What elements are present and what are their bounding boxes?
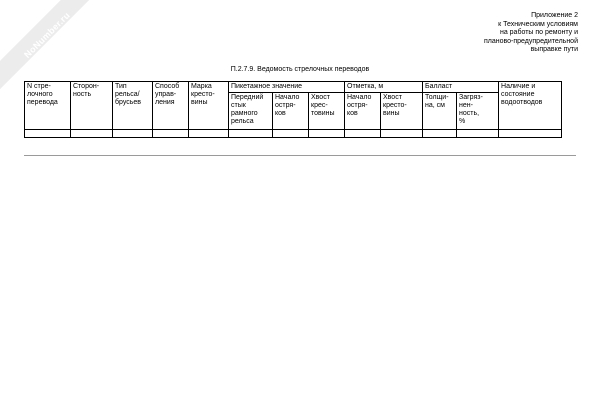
- switches-table: [24, 81, 562, 138]
- header-ballast-thickness: Толщи- на, см: [423, 93, 457, 130]
- table-cell: [25, 130, 71, 138]
- table-cell: [229, 130, 273, 138]
- header-side: Сторон- ность: [71, 82, 113, 130]
- table-cell: [423, 130, 457, 138]
- appendix-line: на работы по ремонту и: [499, 29, 578, 36]
- table-cell: [345, 130, 381, 138]
- header-picket-start: Начало остря- ков: [273, 93, 309, 130]
- table-cell: [153, 130, 189, 138]
- appendix-line: Приложение 2: [531, 12, 578, 19]
- table-row: [25, 130, 562, 138]
- header-mark-start: Начало остря- ков: [345, 93, 381, 130]
- table-cell: [189, 130, 229, 138]
- table-cell: [381, 130, 423, 138]
- header-rail-type: Тип рельса/ брусьев: [113, 82, 153, 130]
- header-switch-number: N стре- лочного перевода: [25, 82, 71, 130]
- header-frog-brand: Марка кресто- вины: [189, 82, 229, 130]
- header-group-picket: Пикетажное значение: [229, 82, 345, 93]
- watermark-text: NoNumber.ru: [22, 10, 72, 60]
- appendix-note: [484, 12, 578, 55]
- header-mark-tail: Хвост кресто- вины: [381, 93, 423, 130]
- appendix-line: планово-предупредительной: [483, 37, 578, 45]
- table-cell: [273, 130, 309, 138]
- document-title: П.2.7.9. Ведомость стрелочных переводов: [230, 66, 370, 73]
- table-cell: [457, 130, 499, 138]
- appendix-line: к Техническим условиям: [498, 20, 578, 28]
- appendix-line: выправке пути: [530, 46, 578, 53]
- table-cell: [309, 130, 345, 138]
- header-picket-tail: Хвост крес- товины: [309, 93, 345, 130]
- header-group-mark: Отметка, м: [345, 82, 423, 93]
- table-cell: [71, 130, 113, 138]
- header-control-method: Способ управ- ления: [153, 82, 189, 130]
- header-picket-joint: Передний стык рамного рельса: [229, 93, 273, 130]
- header-ballast-pollution: Загряз- нен- ность, %: [457, 93, 499, 130]
- header-group-ballast: Балласт: [423, 82, 499, 93]
- page-divider: [24, 155, 576, 156]
- header-drainage: Наличие и состояние водоотводов: [499, 82, 562, 130]
- table-cell: [113, 130, 153, 138]
- table-cell: [499, 130, 562, 138]
